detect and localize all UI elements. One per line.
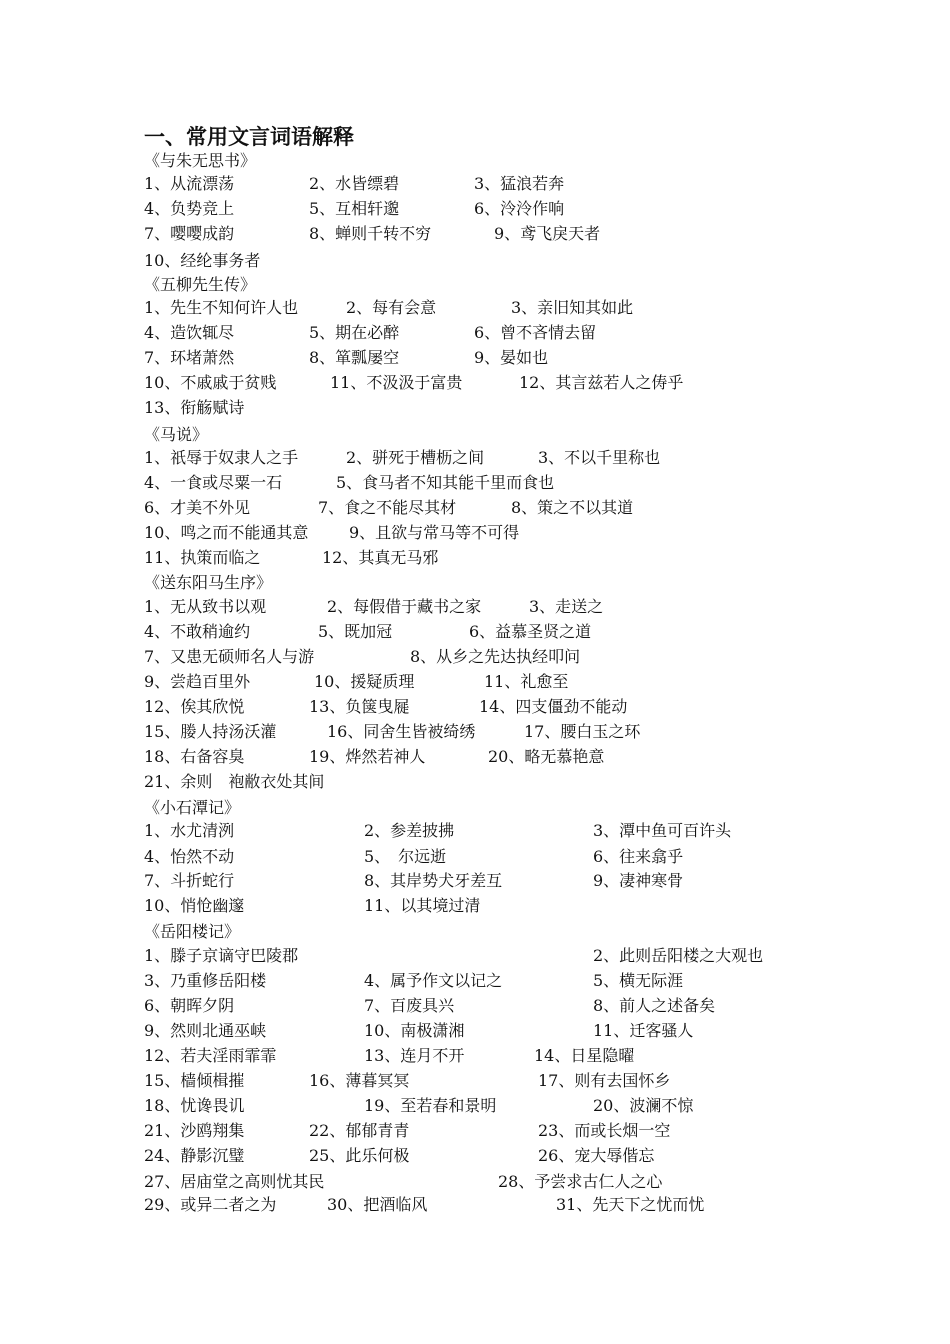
vocab-item: 1、从流漂荡 xyxy=(144,174,235,193)
section-heading: 《马说》 xyxy=(144,425,209,444)
vocab-item: 18、右备容臭 xyxy=(144,747,245,766)
page-title: 一、常用文言词语解释 xyxy=(144,125,354,149)
vocab-item: 11、以其境过清 xyxy=(364,896,481,915)
vocab-item: 15、媵人持汤沃灌 xyxy=(144,722,277,741)
vocab-item: 5、期在必醉 xyxy=(309,323,400,342)
vocab-item: 1、无从致书以观 xyxy=(144,597,267,616)
vocab-item: 25、此乐何极 xyxy=(309,1146,410,1165)
vocab-item: 2、每假借于藏书之家 xyxy=(327,597,482,616)
vocab-item: 4、不敢稍逾约 xyxy=(144,622,251,641)
vocab-item: 27、居庙堂之高则忧其民 xyxy=(144,1172,325,1191)
vocab-item: 5、食马者不知其能千里而食也 xyxy=(336,473,555,492)
vocab-item: 8、从乡之先达执经叩问 xyxy=(410,647,581,666)
section-heading: 《岳阳楼记》 xyxy=(144,922,241,941)
vocab-item: 10、援疑质理 xyxy=(314,672,415,691)
vocab-item: 9、且欲与常马等不可得 xyxy=(349,523,520,542)
vocab-item: 17、则有去国怀乡 xyxy=(538,1071,671,1090)
vocab-item: 11、不汲汲于富贵 xyxy=(330,373,463,392)
vocab-item: 1、祇辱于奴隶人之手 xyxy=(144,448,299,467)
vocab-item: 2、每有会意 xyxy=(346,298,437,317)
vocab-item: 8、蝉则千转不穷 xyxy=(309,224,432,243)
vocab-item: 10、鸣之而不能通其意 xyxy=(144,523,309,542)
vocab-item: 5、横无际涯 xyxy=(593,971,684,990)
vocab-item: 12、俟其欣悦 xyxy=(144,697,245,716)
vocab-item: 17、腰白玉之环 xyxy=(524,722,641,741)
vocab-item: 4、怡然不动 xyxy=(144,847,235,866)
vocab-item: 6、才美不外见 xyxy=(144,498,251,517)
vocab-item: 7、百废具兴 xyxy=(364,996,455,1015)
vocab-item: 26、宠大辱偕忘 xyxy=(538,1146,655,1165)
vocab-item: 22、郁郁青青 xyxy=(309,1121,410,1140)
section-heading: 《小石潭记》 xyxy=(144,798,241,817)
vocab-item: 9、晏如也 xyxy=(474,348,549,367)
vocab-item: 1、滕子京谪守巴陵郡 xyxy=(144,946,299,965)
vocab-item: 31、先天下之忧而忧 xyxy=(556,1195,705,1214)
vocab-item: 3、乃重修岳阳楼 xyxy=(144,971,267,990)
vocab-item: 13、连月不开 xyxy=(364,1046,465,1065)
vocab-item: 6、往来翕乎 xyxy=(593,847,684,866)
vocab-item: 13、负箧曳屣 xyxy=(309,697,410,716)
vocab-item: 8、策之不以其道 xyxy=(511,498,634,517)
vocab-item: 1、水尤清洌 xyxy=(144,821,235,840)
vocab-item: 3、潭中鱼可百许头 xyxy=(593,821,732,840)
vocab-item: 21、余则 袍敝衣处其间 xyxy=(144,772,325,791)
vocab-item: 3、不以千里称也 xyxy=(538,448,661,467)
vocab-item: 5、 尔远逝 xyxy=(364,847,447,866)
vocab-item: 18、忧谗畏讥 xyxy=(144,1096,245,1115)
vocab-item: 10、经纶事务者 xyxy=(144,251,261,270)
vocab-item: 5、互相轩邈 xyxy=(309,199,400,218)
vocab-item: 7、食之不能尽其材 xyxy=(318,498,457,517)
vocab-item: 11、迁客骚人 xyxy=(593,1021,694,1040)
vocab-item: 4、负势竞上 xyxy=(144,199,235,218)
vocab-item: 21、沙鸥翔集 xyxy=(144,1121,245,1140)
vocab-item: 7、环堵萧然 xyxy=(144,348,235,367)
vocab-item: 4、一食或尽粟一石 xyxy=(144,473,283,492)
vocab-item: 3、走送之 xyxy=(529,597,604,616)
vocab-item: 7、嘤嘤成韵 xyxy=(144,224,235,243)
section-heading: 《送东阳马生序》 xyxy=(144,573,273,592)
vocab-item: 2、水皆缥碧 xyxy=(309,174,400,193)
vocab-item: 6、泠泠作响 xyxy=(474,199,565,218)
vocab-item: 9、凄神寒骨 xyxy=(593,871,684,890)
vocab-item: 14、四支僵劲不能动 xyxy=(479,697,628,716)
vocab-item: 19、烨然若神人 xyxy=(309,747,426,766)
vocab-item: 28、予尝求古仁人之心 xyxy=(498,1172,663,1191)
vocab-item: 3、亲旧知其如此 xyxy=(511,298,634,317)
vocab-item: 14、日星隐曜 xyxy=(534,1046,635,1065)
vocab-item: 9、尝趋百里外 xyxy=(144,672,251,691)
vocab-item: 7、又患无硕师名人与游 xyxy=(144,647,315,666)
vocab-item: 16、薄暮冥冥 xyxy=(309,1071,410,1090)
vocab-item: 8、前人之述备矣 xyxy=(593,996,716,1015)
section-heading: 《五柳先生传》 xyxy=(144,275,257,294)
vocab-item: 8、其岸势犬牙差互 xyxy=(364,871,503,890)
vocab-item: 2、参差披拂 xyxy=(364,821,455,840)
vocab-item: 11、礼愈至 xyxy=(484,672,569,691)
vocab-item: 10、南极潇湘 xyxy=(364,1021,465,1040)
vocab-item: 2、此则岳阳楼之大观也 xyxy=(593,946,764,965)
vocab-item: 3、猛浪若奔 xyxy=(474,174,565,193)
vocab-item: 15、樯倾楫摧 xyxy=(144,1071,245,1090)
vocab-item: 4、造饮辄尽 xyxy=(144,323,235,342)
vocab-item: 9、鸢飞戾天者 xyxy=(494,224,601,243)
vocab-item: 6、曾不吝情去留 xyxy=(474,323,597,342)
vocab-item: 16、同舍生皆被绮绣 xyxy=(327,722,476,741)
vocab-item: 8、箪瓢屡空 xyxy=(309,348,400,367)
vocab-item: 13、衔觞赋诗 xyxy=(144,398,245,417)
vocab-item: 12、其真无马邪 xyxy=(322,548,439,567)
vocab-item: 5、既加冠 xyxy=(318,622,393,641)
vocab-item: 6、朝晖夕阴 xyxy=(144,996,235,1015)
vocab-item: 12、若夫淫雨霏霏 xyxy=(144,1046,277,1065)
vocab-item: 9、然则北通巫峡 xyxy=(144,1021,267,1040)
vocab-item: 19、至若春和景明 xyxy=(364,1096,497,1115)
vocab-item: 10、不戚戚于贫贱 xyxy=(144,373,277,392)
vocab-item: 12、其言兹若人之俦乎 xyxy=(519,373,684,392)
vocab-item: 6、益慕圣贤之道 xyxy=(469,622,592,641)
vocab-item: 23、而或长烟一空 xyxy=(538,1121,671,1140)
vocab-item: 11、执策而临之 xyxy=(144,548,261,567)
vocab-item: 10、悄怆幽邃 xyxy=(144,896,245,915)
vocab-item: 20、波澜不惊 xyxy=(593,1096,694,1115)
vocab-item: 1、先生不知何许人也 xyxy=(144,298,299,317)
vocab-item: 29、或异二者之为 xyxy=(144,1195,277,1214)
vocab-item: 7、斗折蛇行 xyxy=(144,871,235,890)
vocab-item: 20、略无慕艳意 xyxy=(488,747,605,766)
vocab-item: 30、把酒临风 xyxy=(327,1195,428,1214)
vocab-item: 24、静影沉璧 xyxy=(144,1146,245,1165)
section-heading: 《与朱无思书》 xyxy=(144,151,257,170)
vocab-item: 4、属予作文以记之 xyxy=(364,971,503,990)
vocab-item: 2、骈死于槽枥之间 xyxy=(346,448,485,467)
